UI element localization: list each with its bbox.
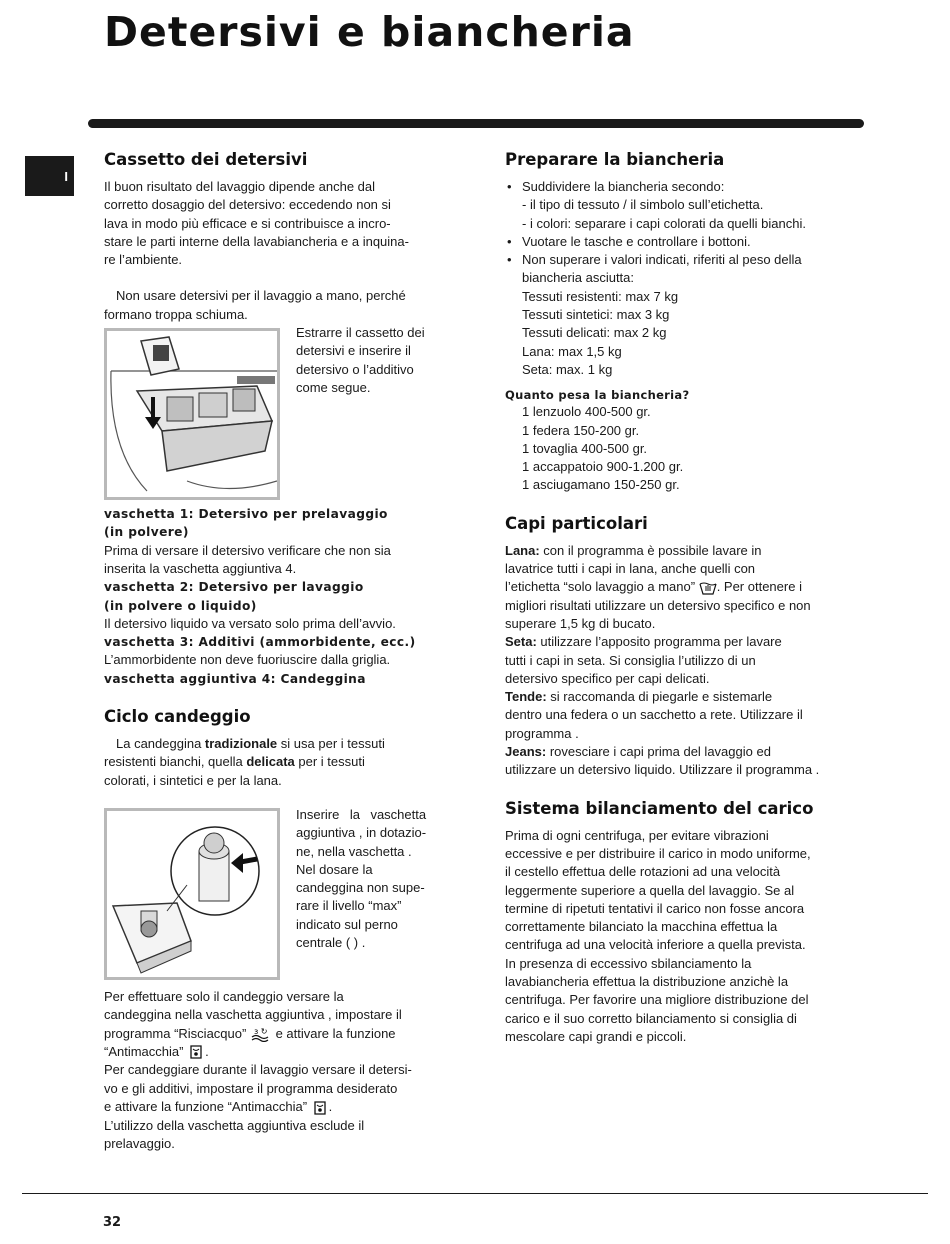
text-line: candeggina nella vaschetta aggiuntiva , impostare il (104, 1007, 402, 1023)
text-line: dentro una federa o un sacchetto a rete. Utilizzare il (505, 707, 803, 723)
text-line: L’utilizzo della vaschetta aggiuntiva esclude il (104, 1117, 365, 1133)
text-line: lava in modo più efficace e si contribuisce a incro- (104, 215, 391, 231)
section-heading-cassetto: Cassetto dei detersivi (104, 150, 308, 169)
list-item: • Vuotare le tasche e controllare i bottoni. (505, 233, 863, 251)
text-line: Il buon risultato del lavaggio dipende anche dal (104, 179, 376, 194)
text-line: corretto dosaggio del detersivo: eccedendo non si (104, 197, 391, 213)
laundry-prep-list (505, 178, 863, 196)
text-line: programma . (505, 725, 579, 741)
text-line: utilizzare un detersivo liquido. Utilizzare il programma . (505, 762, 820, 778)
text-line: 1 lenzuolo 400-500 gr. (522, 404, 651, 420)
text-line: biancheria asciutta: (522, 270, 635, 286)
text-line: Tessuti sintetici: max 3 kg (522, 307, 670, 323)
list-item: • Suddividere la biancheria secondo: (505, 178, 863, 196)
weight-subheading: Quanto pesa la biancheria? (505, 388, 690, 403)
text-line: Il detersivo liquido va versato solo prima dell’avvio. (104, 615, 396, 631)
page-title: Detersivi e biancheria (104, 8, 635, 56)
text-line: carico e il suo corretto bilanciamento si consiglia di (505, 1010, 797, 1026)
silk-line: Seta: utilizzare l’apposito programma per lavare (505, 634, 782, 650)
text-line: migliori risultati utilizzare un detersivo specifico e non (505, 597, 811, 613)
text-line: il cestello effettua delle rotazioni ad una velocità (505, 864, 781, 880)
compartment-2-subtitle: (in polvere o liquido) (104, 598, 257, 613)
text-line: Per candeggiare durante il lavaggio versare il detersi- (104, 1062, 412, 1078)
curtains-line: Tende: si raccomanda di piegarle e sistemarle (505, 689, 773, 705)
cassetto-warning (104, 287, 462, 324)
bleach-text-line: resistenti bianchi, quella delicata per i tessuti (104, 754, 365, 770)
text-line: indicato sul perno (296, 916, 398, 932)
text-line: 1 asciugamano 150-250 gr. (522, 477, 680, 493)
wool-line: Lana: con il programma è possibile lavare in (505, 542, 762, 558)
text-line: Prima di ogni centrifuga, per evitare vibrazioni (505, 827, 769, 843)
section-heading-capi: Capi particolari (505, 513, 648, 533)
text-line: centrale ( ) . (296, 935, 366, 951)
stain-removal-icon (311, 1099, 329, 1117)
text-line: re l’ambiente. (104, 252, 183, 268)
text-line: termine di ripetuti tentativi il carico non fosse ancora (505, 900, 805, 916)
compartment-2-title: vaschetta 2: Detersivo per lavaggio (104, 580, 364, 595)
text-line: Seta: max. 1 kg (522, 361, 613, 377)
text-line: superare 1,5 kg di bucato. (505, 615, 656, 631)
text-line: 1 tovaglia 400-500 gr. (522, 440, 648, 456)
compartment-1-subtitle: (in polvere) (104, 525, 189, 540)
list-item: • Non superare i valori indicati, riferiti al peso della (505, 251, 863, 269)
right-column (505, 150, 863, 1046)
text-line: Lana: max 1,5 kg (522, 343, 622, 359)
bleach-text-line: La candeggina tradizionale si usa per i tessuti (116, 736, 385, 752)
text-line: - i colori: separare i capi colorati da quelli bianchi. (522, 215, 806, 231)
text-line: formano troppa schiuma. (104, 306, 248, 322)
section-heading-preparare: Preparare la biancheria (505, 150, 725, 169)
text-line: L’ammorbidente non deve fuoriuscire dalla griglia. (104, 652, 391, 668)
text-line: detersivo o l’additivo (296, 361, 414, 377)
antistain-line-2: e attivare la funzione “Antimacchia” . (104, 1098, 462, 1117)
text-line: Prima di versare il detersivo verificare che non sia (104, 542, 391, 558)
text-line: - il tipo di tessuto / il simbolo sull’etichetta. (522, 197, 764, 213)
text-line: stare le parti interne della lavabiancheria e a inquina- (104, 233, 409, 249)
footer-divider (22, 1193, 928, 1194)
text-line: lavabiancheria effettua la distribuzione anzichè la (505, 973, 789, 989)
text-line: rare il livello “max” (296, 898, 402, 914)
text-line: Tessuti resistenti: max 7 kg (522, 288, 679, 304)
cassetto-intro (104, 178, 462, 269)
drawer-figure-caption (296, 324, 425, 500)
rinse-line: programma “Risciacquo” ɜ ↻ e attivare la funzione (104, 1025, 396, 1041)
bleach-container-illustration (104, 808, 280, 980)
load-balance-text (505, 827, 863, 1047)
compartment-3-title: vaschetta 3: Additivi (ammorbidente, ecc.) (104, 635, 416, 650)
text-line: In presenza di eccessivo sbilanciamento la (505, 955, 752, 971)
text-line: eccessive e per distribuire il carico in modo uniforme, (505, 845, 811, 861)
text-line: vo e gli additivi, impostare il programma desiderato (104, 1080, 398, 1096)
text-line: leggermente superiore a quella del lavaggio. Se al (505, 882, 795, 898)
text-line: 1 federa 150-200 gr. (522, 422, 640, 438)
hand-wash-icon (699, 580, 717, 596)
text-line: detersivo specifico per capi delicati. (505, 670, 710, 686)
text-line: colorati, i sintetici e per la lana. (104, 772, 282, 788)
text-line: Estrarre il cassetto dei (296, 325, 425, 341)
compartment-4-title: vaschetta aggiuntiva 4: Candeggina (104, 671, 366, 686)
detergent-drawer-illustration (104, 328, 280, 500)
text-line: Tessuti delicati: max 2 kg (522, 325, 667, 341)
text-line: centrifuga. Per favorire una migliore distribuzione del (505, 992, 809, 1008)
jeans-line: Jeans: rovesciare i capi prima del lavaggio ed (505, 744, 771, 760)
title-divider (88, 119, 864, 128)
section-heading-sistema: Sistema bilanciamento del carico (505, 798, 814, 818)
section-heading-candeggio: Ciclo candeggio (104, 707, 251, 727)
text-line: mescolare capi grandi e piccoli. (505, 1028, 687, 1044)
text-line: tutti i capi in seta. Si consiglia l’utilizzo di un (505, 652, 756, 668)
text-line: 1 accappatoio 900-1.200 gr. (522, 459, 684, 475)
text-line: centrifuga ad una velocità inferiore a quella prevista. (505, 937, 806, 953)
text-line: ne, nella vaschetta . (296, 843, 412, 859)
laundry-prep-list-2 (505, 233, 863, 270)
handwash-line: l’etichetta “solo lavaggio a mano” . Per ottenere i (505, 579, 802, 595)
text-line: correttamente bilanciato la macchina effettua la (505, 919, 778, 935)
antistain-line: “Antimacchia” . (104, 1043, 462, 1062)
page-number: 32 (103, 1215, 122, 1230)
text-line: prelavaggio. (104, 1135, 175, 1151)
text-line: come segue. (296, 379, 371, 395)
compartment-1-title: vaschetta 1: Detersivo per prelavaggio (104, 507, 388, 522)
left-column (104, 150, 462, 1153)
text-line: inserita la vaschetta aggiuntiva 4. (104, 560, 297, 576)
rinse-program-icon (250, 1026, 272, 1042)
text-line: detersivi e inserire il (296, 343, 411, 359)
text-line: aggiuntiva , in dotazio- (296, 825, 427, 841)
text-line: Non usare detersivi per il lavaggio a mano, perché (116, 288, 406, 304)
text-line: Inserire la vaschetta (296, 806, 427, 822)
text-line: candeggina non supe- (296, 880, 425, 896)
svg-text:ɜ ↻: ɜ ↻ (253, 1027, 268, 1037)
bleach-figure-caption (296, 806, 426, 980)
language-tab (25, 156, 74, 196)
text-line: Per effettuare solo il candeggio versare la (104, 988, 344, 1004)
language-tab-label: I (64, 169, 68, 184)
text-line: Nel dosare la (296, 861, 373, 877)
text-line: lavatrice tutti i capi in lana, anche quelli con (505, 561, 756, 577)
stain-removal-icon (187, 1043, 205, 1061)
